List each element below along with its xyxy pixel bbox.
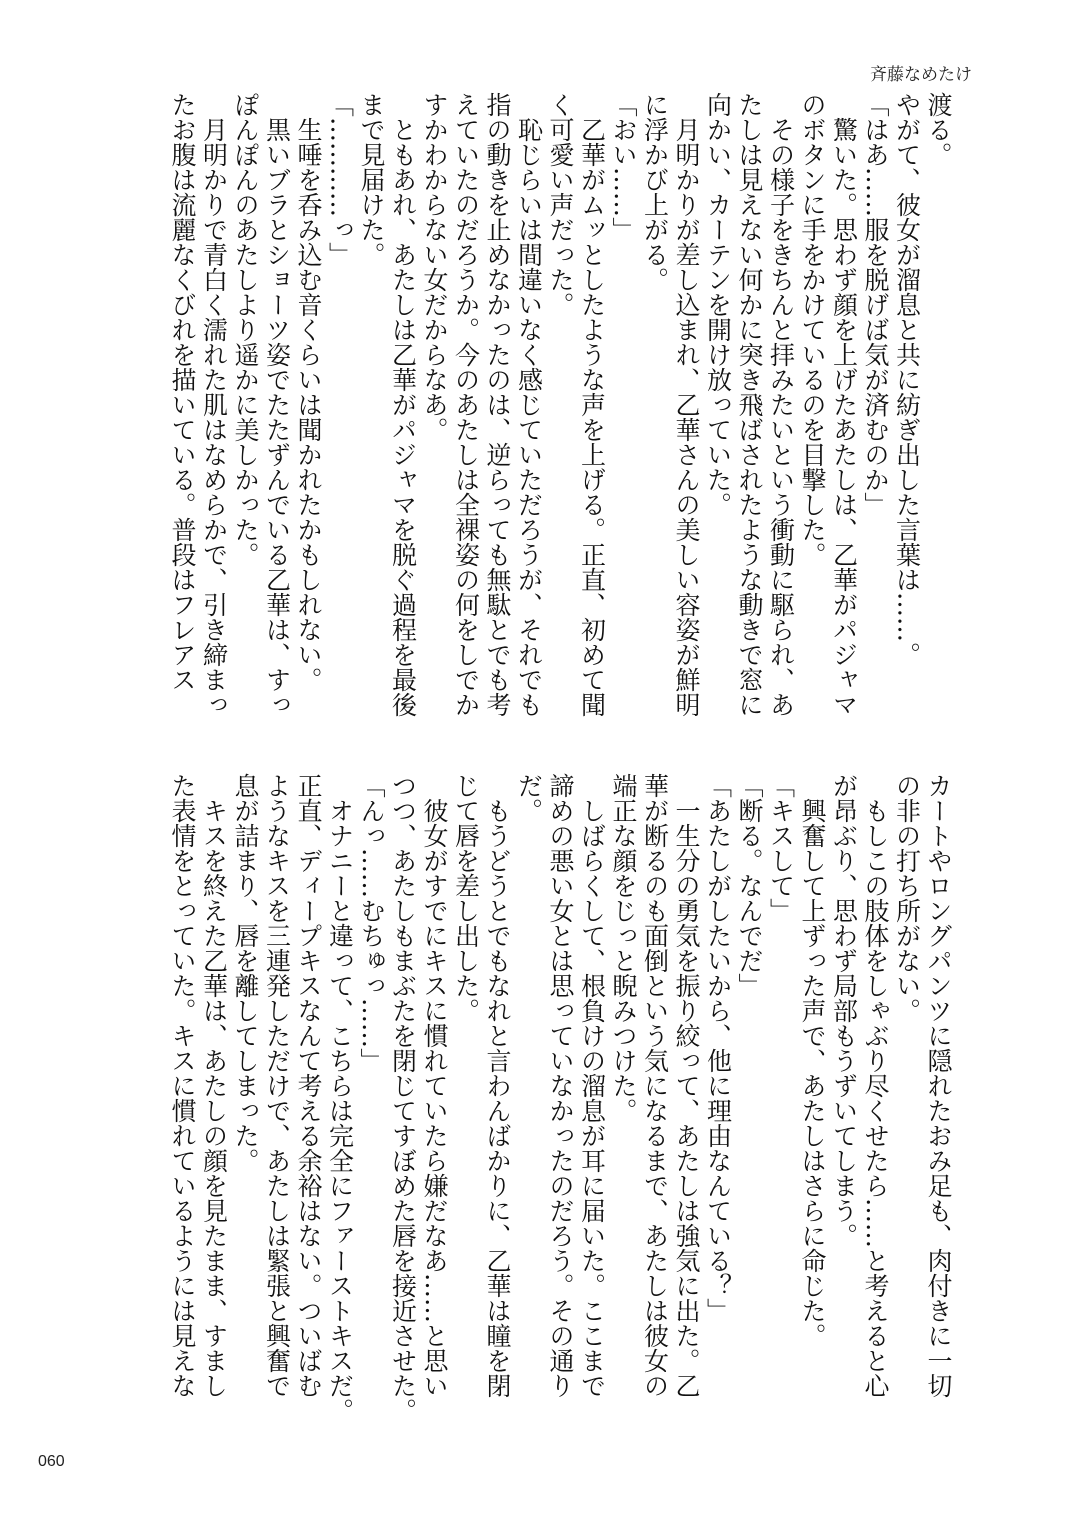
text-line: しばらくして、根負けの溜息が耳に届いた。ここまで [577,773,607,1398]
text-line: その様子をきちんと拝みたいという衝動に駆られ、あ [766,92,796,717]
text-block-top [164,92,954,722]
text-line: 一生分の勇気を振り絞って、あたしは強気に出た。乙 [672,773,701,1398]
text-line: 月明かりが差し込まれ、乙華さんの美しい容姿が鮮明 [672,92,701,717]
text-line: じて唇を差し出した。 [451,773,481,1023]
text-line: た表情をとっていた。キスに慣れているようには見えな [168,773,197,1398]
text-line: 「…………っ」 [325,92,355,267]
text-line: 息が詰まり、唇を離してしまった。 [231,773,260,1173]
text-line: たしは見えない何かに突き飛ばされたような動きで窓に [735,92,764,717]
text-line: 華が断るのも面倒という気になるまで、あたしは彼女の [640,773,670,1398]
text-line: えていたのだろうか。今のあたしは全裸姿の何をしでか [451,92,481,717]
text-line: 向かい、カーテンを開け放っていた。 [703,92,733,517]
text-line: もしこの肢体をしゃぶり尽くせたら……と考えると心 [861,773,890,1398]
text-line: 「キスして」 [766,773,796,923]
text-line: のボタンに手をかけているのを目撃した。 [798,92,827,567]
text-line: だ。 [514,773,544,823]
text-line: 黒いブラとショーツ姿でたたずんでいる乙華は、すっ [262,92,292,717]
text-line: の非の打ち所がない。 [892,773,922,1023]
text-line: ぽんぽんのあたしより遥かに美しかった。 [231,92,260,567]
text-line: キスを終えた乙華は、あたしの顔を見たまま、すまし [199,773,229,1398]
text-line: 指の動きを止めなかったのは、逆らっても無駄とでも考 [483,92,512,717]
text-line: 「おい……」 [609,92,638,242]
text-line: 諦めの悪い女とは思っていなかったのだろう。その通り [546,773,575,1398]
text-line: やがて、彼女が溜息と共に紡ぎ出した言葉は……。 [892,92,922,667]
text-line: つつ、あたしもまぶたを閉じてすぼめた唇を接近させた。 [388,773,418,1423]
text-line: 「断る。なんでだ」 [735,773,764,998]
text-line: 「はあ……服を脱げば気が済むのか」 [861,92,890,517]
text-line: カートやロングパンツに隠れたおみ足も、肉付きに一切 [924,773,953,1398]
text-line: たお腹は流麗なくびれを描いている。普段はフレアス [168,92,197,692]
text-line: 彼女がすでにキスに慣れていたら嫌だなあ……と思い [420,773,449,1398]
text-line: 驚いた。思わず顔を上げたあたしは、乙華がパジャマ [829,92,859,717]
text-block-bottom [164,773,954,1423]
text-line: 興奮して上ずった声で、あたしはさらに命じた。 [798,773,827,1348]
text-line: ようなキスを三連発しただけで、あたしは緊張と興奮で [262,773,292,1398]
text-line: 「んっ……むちゅっ……」 [357,773,386,1073]
author-name: 斉藤なめたけ [870,65,972,85]
page-number: 060 [38,1453,65,1470]
text-line: 正直、ディープキスなんて考える余裕はない。ついばむ [294,773,323,1398]
text-line: オナニーと違って、こちらは完全にファーストキスだ。 [325,773,355,1423]
text-line: 恥じらいは間違いなく感じていただろうが、それでも [514,92,544,717]
text-line: が昂ぶり、思わず局部もうずいてしまう。 [829,773,859,1248]
text-line: もうどうとでもなれと言わんばかりに、乙華は瞳を閉 [483,773,512,1398]
text-line: ともあれ、あたしは乙華がパジャマを脱ぐ過程を最後 [388,92,418,717]
text-line: すかわからない女だからなあ。 [420,92,449,442]
text-line: まで見届けた。 [357,92,386,267]
text-line: 乙華がムッとしたような声を上げる。正直、初めて聞 [577,92,607,717]
text-line: に浮かび上がる。 [640,92,670,292]
text-line: 月明かりで青白く濡れた肌はなめらかで、引き締まっ [199,92,229,717]
text-line: く可愛い声だった。 [546,92,575,317]
text-line: 生唾を呑み込む音くらいは聞かれたかもしれない。 [294,92,323,692]
text-line: 端正な顔をじっと睨みつけた。 [609,773,638,1123]
text-line: 「あたしがしたいから、他に理由なんている？」 [703,773,733,1323]
text-line: 渡る。 [924,92,953,167]
